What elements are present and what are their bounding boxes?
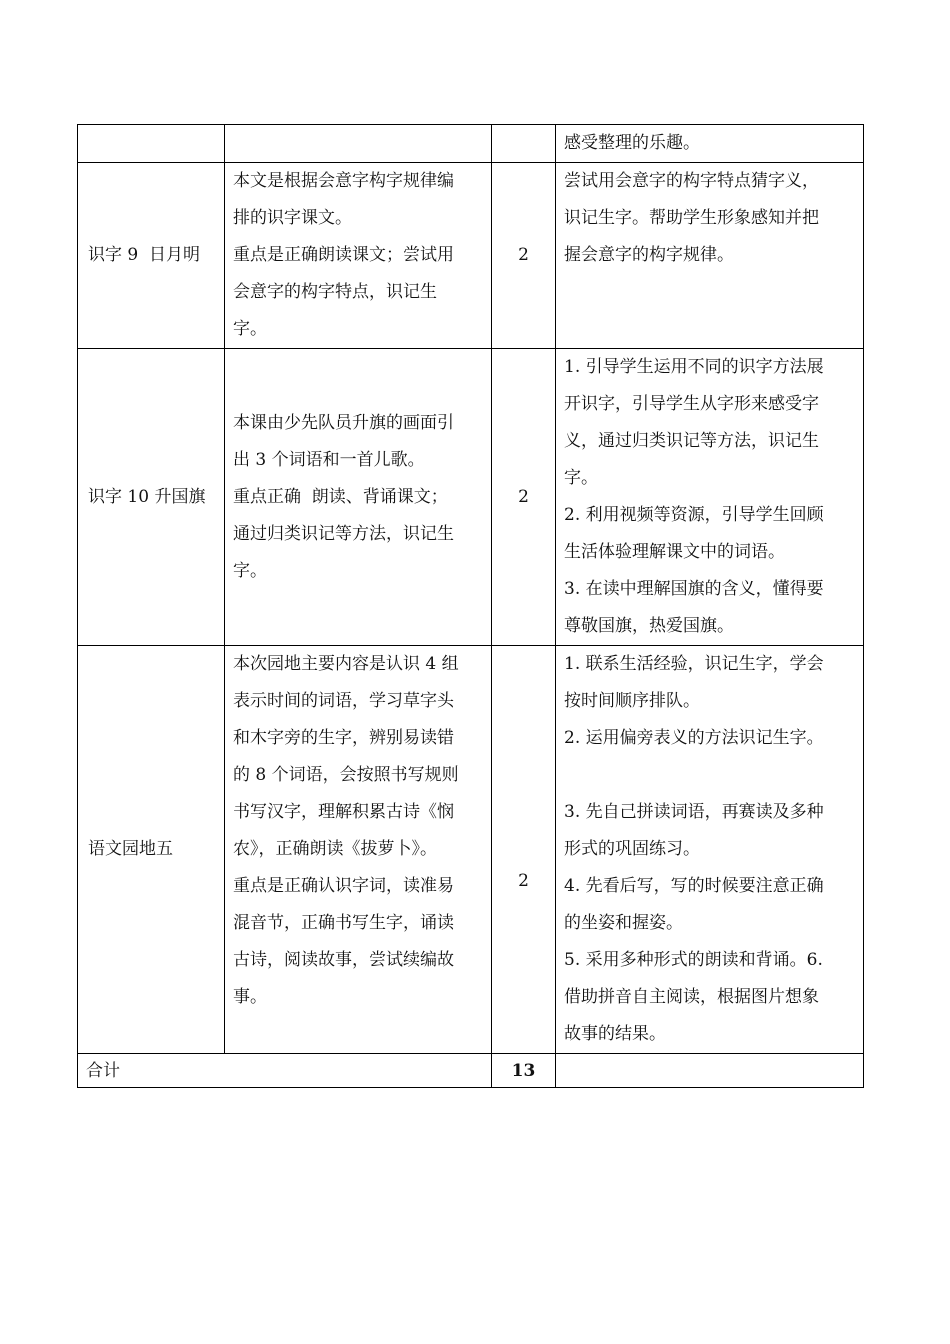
goal-line: 1. 联系生活经验，识记生字，学会 xyxy=(564,654,824,674)
lesson-plan-table xyxy=(77,124,864,1088)
goal-line: 4. 先看后写，写的时候要注意正确 xyxy=(564,876,824,896)
goal-line: 尝试用会意字的构字特点猜字义， xyxy=(564,171,819,191)
goal-line: 2. 运用偏旁表义的方法识记生字。 xyxy=(564,728,824,748)
lesson-name-cell xyxy=(78,646,225,1054)
hours-value: 2 xyxy=(518,245,529,265)
content-line: 混音节，正确书写生字，诵读 xyxy=(233,913,454,933)
lesson-name-cell xyxy=(78,163,225,349)
goals-cell xyxy=(556,125,864,163)
total-empty-cell xyxy=(556,1054,864,1088)
content-line: 会意字的构字特点，识记生 xyxy=(233,282,437,302)
lesson-name: 语文园地五 xyxy=(88,839,173,859)
content-line: 表示时间的词语，学习草字头 xyxy=(233,691,454,711)
lesson-name: 识字 9 日月明 xyxy=(88,245,201,265)
goals-cell xyxy=(556,163,864,349)
content-cell xyxy=(225,646,492,1054)
content-line: 出 3 个词语和一首儿歌。 xyxy=(233,449,425,470)
hours-cell xyxy=(492,646,556,1054)
table-row xyxy=(78,125,864,163)
goal-line: 尊敬国旗，热爱国旗。 xyxy=(564,616,734,636)
goal-line: 义，通过归类识记等方法，识记生 xyxy=(564,431,819,451)
content-line: 的 8 个词语，会按照书写规则 xyxy=(233,765,459,785)
goals-cell xyxy=(556,349,864,646)
total-label: 合计 xyxy=(78,1054,492,1088)
content-line: 农》，正确朗读《拔萝卜》。 xyxy=(233,839,437,859)
goal-line: 感受整理的乐趣。 xyxy=(564,133,700,153)
total-row xyxy=(78,1054,864,1088)
table-row xyxy=(78,646,864,1054)
content-cell xyxy=(225,163,492,349)
goal-line: 按时间顺序排队。 xyxy=(564,691,700,711)
goal-line: 的坐姿和握姿。 xyxy=(564,913,683,933)
goal-line: 3. 在读中理解国旗的含义，懂得要 xyxy=(564,579,824,599)
goal-line: 借助拼音自主阅读，根据图片想象 xyxy=(564,987,819,1007)
content-line: 重点是正确朗读课文；尝试用 xyxy=(233,245,454,265)
content-line: 本文是根据会意字构字规律编 xyxy=(233,171,454,191)
content-line: 事。 xyxy=(233,987,267,1007)
content-line: 古诗，阅读故事，尝试续编故 xyxy=(233,950,454,970)
content-cell xyxy=(225,125,492,163)
goal-line: 握会意字的构字规律。 xyxy=(564,245,734,265)
goal-line: 开识字，引导学生从字形来感受字 xyxy=(564,394,819,414)
content-line: 和木字旁的生字，辨别易读错 xyxy=(233,728,454,748)
goal-line: 生活体验理解课文中的词语。 xyxy=(564,542,785,562)
goal-line: 形式的巩固练习。 xyxy=(564,839,700,859)
hours-value: 2 xyxy=(518,486,529,507)
content-line: 书写汉字，理解积累古诗《悯 xyxy=(233,802,454,822)
goal-line: 2. 利用视频等资源，引导学生回顾 xyxy=(564,505,824,525)
hours-cell xyxy=(492,349,556,646)
goal-line: 故事的结果。 xyxy=(564,1024,666,1044)
goals-cell xyxy=(556,646,864,1054)
content-line: 字。 xyxy=(233,560,267,581)
lesson-name-cell xyxy=(78,125,225,163)
table-row xyxy=(78,349,864,646)
hours-cell xyxy=(492,125,556,163)
total-hours: 13 xyxy=(492,1054,556,1088)
content-line: 本课由少先队员升旗的画面引 xyxy=(233,412,454,433)
goal-line: 5. 采用多种形式的朗读和背诵。6. xyxy=(564,950,823,970)
content-line: 排的识字课文。 xyxy=(233,208,352,228)
content-line: 字。 xyxy=(233,319,267,339)
goal-line: 1. 引导学生运用不同的识字方法展 xyxy=(564,357,824,377)
hours-value: 2 xyxy=(518,871,529,891)
table-row xyxy=(78,163,864,349)
hours-cell xyxy=(492,163,556,349)
goal-line: 识记生字。帮助学生形象感知并把 xyxy=(564,208,819,228)
content-line: 通过归类识记等方法，识记生 xyxy=(233,523,454,544)
content-line: 重点是正确认识字词，读准易 xyxy=(233,876,454,896)
content-cell xyxy=(225,349,492,646)
lesson-name-cell xyxy=(78,349,225,646)
goal-line: 3. 先自己拼读词语，再赛读及多种 xyxy=(564,802,824,822)
goal-line: 字。 xyxy=(564,468,598,488)
content-line: 本次园地主要内容是认识 4 组 xyxy=(233,654,459,674)
goal-line xyxy=(564,757,855,794)
lesson-name: 识字 10 升国旗 xyxy=(88,486,206,507)
content-line: 重点正确 朗读、背诵课文； xyxy=(233,486,448,507)
